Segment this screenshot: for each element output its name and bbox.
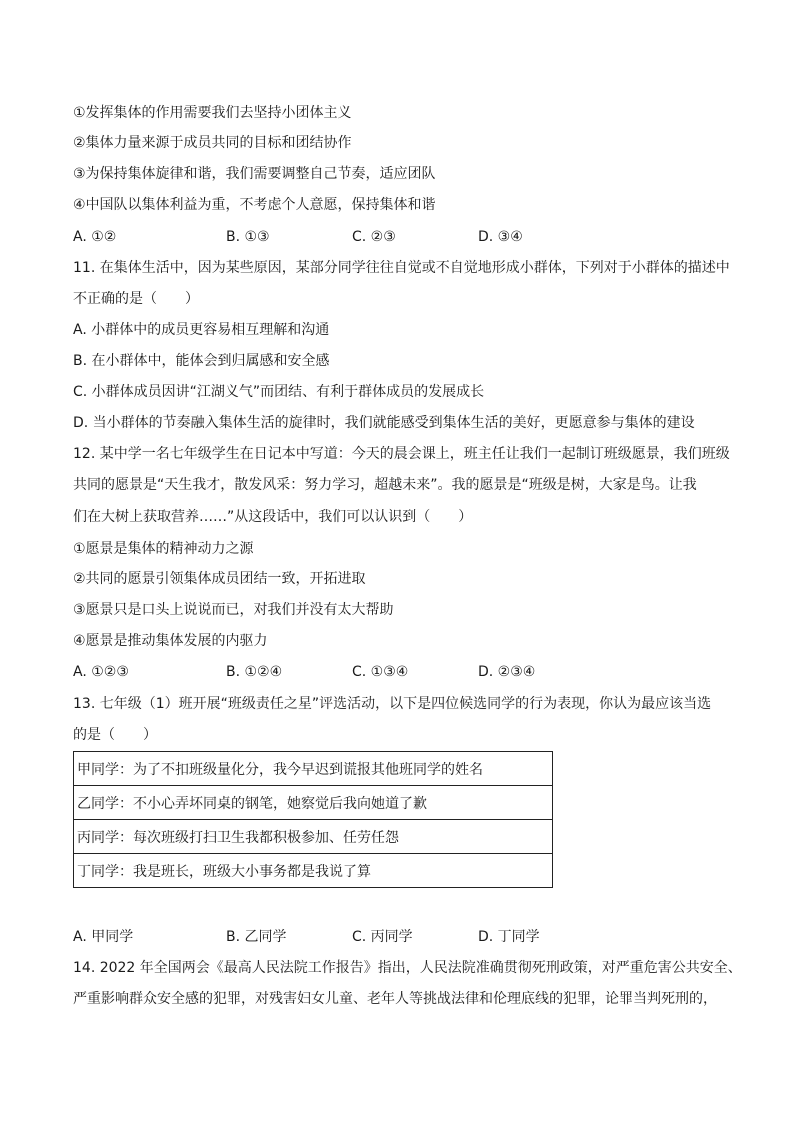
q12-statement-4: ④愿景是推动集体发展的内驱力: [73, 633, 268, 649]
q10-statement-1: ①发挥集体的作用需要我们去坚持小团体主义: [73, 105, 352, 121]
q12-stem-line-2: 共同的愿景是“天生我才，散发风采：努力学习，超越未来”。我的愿景是“班级是树，大家是鸟。让我: [73, 477, 697, 493]
q12-stem-line-1: 12. 某中学一名七年级学生在日记本中写道：今天的晨会课上，班主任让我们一起制订班级愿景，我们班级: [73, 446, 730, 462]
q14-stem-line-2: 严重影响群众安全感的犯罪，对残害妇女儿童、老年人等挑战法律和伦理底线的犯罪，论罪当判死刑的，: [73, 991, 717, 1007]
q14-stem-line-1: 14. 2022 年全国两会《最高人民法院工作报告》指出，人民法院准确贯彻死刑政策，对严重危害公共安全、: [73, 960, 742, 976]
q11-option-d[interactable]: D. 当小群体的节奏融入集体生活的旋律时，我们就能感受到集体生活的美好，更愿意参与集体的建设: [73, 415, 695, 431]
q11-option-a[interactable]: A. 小群体中的成员更容易相互理解和沟通: [73, 322, 330, 338]
q11-stem-line-2: 不正确的是（ ）: [73, 291, 199, 307]
q11-stem-line-1: 11. 在集体生活中，因为某些原因，某部分同学往往自觉或不自觉地形成小群体，下列对于小群体的描述中: [73, 260, 730, 276]
q13-candidate-table: [73, 751, 553, 888]
table-row: [74, 786, 553, 820]
table-row: [74, 854, 553, 888]
q13-candidate-bing: 丙同学：每次班级打扫卫生我都积极参加、任劳任怨: [74, 820, 553, 854]
q13-option-c[interactable]: C. 丙同学: [352, 929, 413, 945]
q13-candidate-jia: 甲同学：为了不扣班级量化分，我今早迟到谎报其他班同学的姓名: [74, 752, 553, 786]
q10-options: [73, 227, 633, 247]
q12-option-d[interactable]: D. ②③④: [478, 664, 536, 680]
q12-statement-1: ①愿景是集体的精神动力之源: [73, 541, 254, 557]
table-row: [74, 752, 553, 786]
q13-candidate-ding: 丁同学：我是班长，班级大小事务都是我说了算: [74, 854, 553, 888]
q13-stem-line-1: 13. 七年级（1）班开展“班级责任之星”评选活动，以下是四位候选同学的行为表现，你认为最应该当选: [73, 696, 712, 712]
q10-option-c[interactable]: C. ②③: [352, 229, 396, 245]
q11-option-b[interactable]: B. 在小群体中，能体会到归属感和安全感: [73, 353, 330, 369]
q12-option-c[interactable]: C. ①③④: [352, 664, 409, 680]
q11-option-c[interactable]: C. 小群体成员因讲“江湖义气”而团结、有利于群体成员的发展成长: [73, 384, 485, 400]
q13-options: [73, 927, 633, 947]
q13-option-b[interactable]: B. 乙同学: [226, 929, 287, 945]
table-row: [74, 820, 553, 854]
q12-statement-3: ③愿景只是口头上说说而已，对我们并没有太大帮助: [73, 602, 394, 618]
q13-option-d[interactable]: D. 丁同学: [478, 929, 540, 945]
q10-option-d[interactable]: D. ③④: [478, 229, 523, 245]
q10-statement-2: ②集体力量来源于成员共同的目标和团结协作: [73, 135, 352, 151]
q13-stem-line-2: 的是（ ）: [73, 727, 157, 743]
q13-candidate-yi: 乙同学：不小心弄坏同桌的钢笔，她察觉后我向她道了歉: [74, 786, 553, 820]
q12-option-b[interactable]: B. ①②④: [226, 664, 283, 680]
q10-statement-4: ④中国队以集体利益为重，不考虑个人意愿，保持集体和谐: [73, 197, 436, 213]
q10-statement-3: ③为保持集体旋律和谐，我们需要调整自己节奏，适应团队: [73, 166, 436, 182]
q10-option-b[interactable]: B. ①③: [226, 229, 270, 245]
q12-statement-2: ②共同的愿景引领集体成员团结一致，开拓进取: [73, 571, 366, 587]
q10-option-a[interactable]: A. ①②: [73, 229, 117, 245]
q12-stem-line-3: 们在大树上获取营养……”从这段话中，我们可以认识到（ ）: [73, 509, 473, 525]
q13-option-a[interactable]: A. 甲同学: [73, 929, 134, 945]
q12-option-a[interactable]: A. ①②③: [73, 664, 129, 680]
q12-options: [73, 662, 633, 682]
